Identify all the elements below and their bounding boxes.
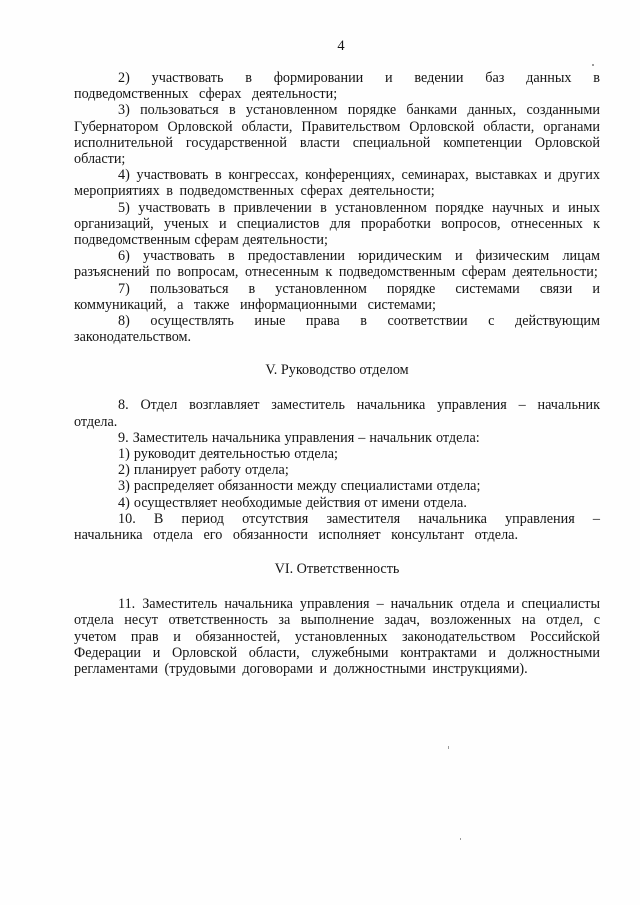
paragraph-item-4: 4) участвовать в конгрессах, конференциях, семинарах, выставках и других мероприятиях в подведомственных сферах деятельности; — [74, 167, 600, 200]
paragraph-clause-10: 10. В период отсутствия заместителя начальника управления – начальника отдела его обязанности исполняет консультант отдела. — [74, 510, 600, 544]
section-title-management: V. Руководство отделом — [265, 362, 409, 379]
paragraph-item-3: 3) пользоваться в установленном порядке банками данных, созданными Губернатором Орловской области, Правительством Орловской области, органами исполнительной государственной власти специальной компетенции Орловской области; — [74, 102, 600, 168]
paragraph-clause-9-item-4: 4) осуществляет необходимые действия от имени отдела. — [118, 494, 467, 511]
paragraph-clause-9-item-3: 3) распределяет обязанности между специалистами отдела; — [118, 478, 481, 495]
scan-speck — [592, 64, 594, 66]
scan-speck — [448, 746, 449, 749]
section-title-responsibility: VI. Ответственность — [274, 561, 400, 578]
paragraph-clause-9: 9. Заместитель начальника управления – начальник отдела: — [118, 429, 480, 446]
paragraph-item-6: 6) участвовать в предоставлении юридическим и физическим лицам разъяснений по вопросам, отнесенным к подведомственным сферам деятельности; — [74, 248, 600, 281]
page-number: 4 — [337, 38, 345, 54]
paragraph-item-7: 7) пользоваться в установленном порядке системами связи и коммуникаций, а также информационными системами; — [74, 280, 600, 313]
paragraph-clause-9-item-1: 1) руководит деятельностью отдела; — [118, 446, 338, 463]
scan-speck — [460, 838, 461, 840]
paragraph-item-5: 5) участвовать в привлечении в установленном порядке научных и иных организаций, ученых и специалистов для проработки вопросов, отнесенных к подведомственным сферам деятельности; — [74, 199, 600, 249]
paragraph-clause-8: 8. Отдел возглавляет заместитель начальника управления – начальник отдела. — [74, 397, 600, 430]
paragraph-item-8: 8) осуществлять иные права в соответствии с действующим законодательством. — [74, 313, 600, 346]
paragraph-item-2: 2) участвовать в формировании и ведении баз данных в подведомственных сферах деятельности; — [74, 70, 600, 103]
paragraph-clause-11: 11. Заместитель начальника управления – начальник отдела и специалисты отдела несут ответственность за выполнение задач, возложенных на отдел, с учетом прав и обязанностей, установленных законодательством Российской Федерации и Орловской области, служебными контрактами и должностными регламентами (трудовыми договорами и должностными инструкциями). — [74, 596, 600, 678]
paragraph-clause-9-item-2: 2) планирует работу отдела; — [118, 462, 289, 479]
